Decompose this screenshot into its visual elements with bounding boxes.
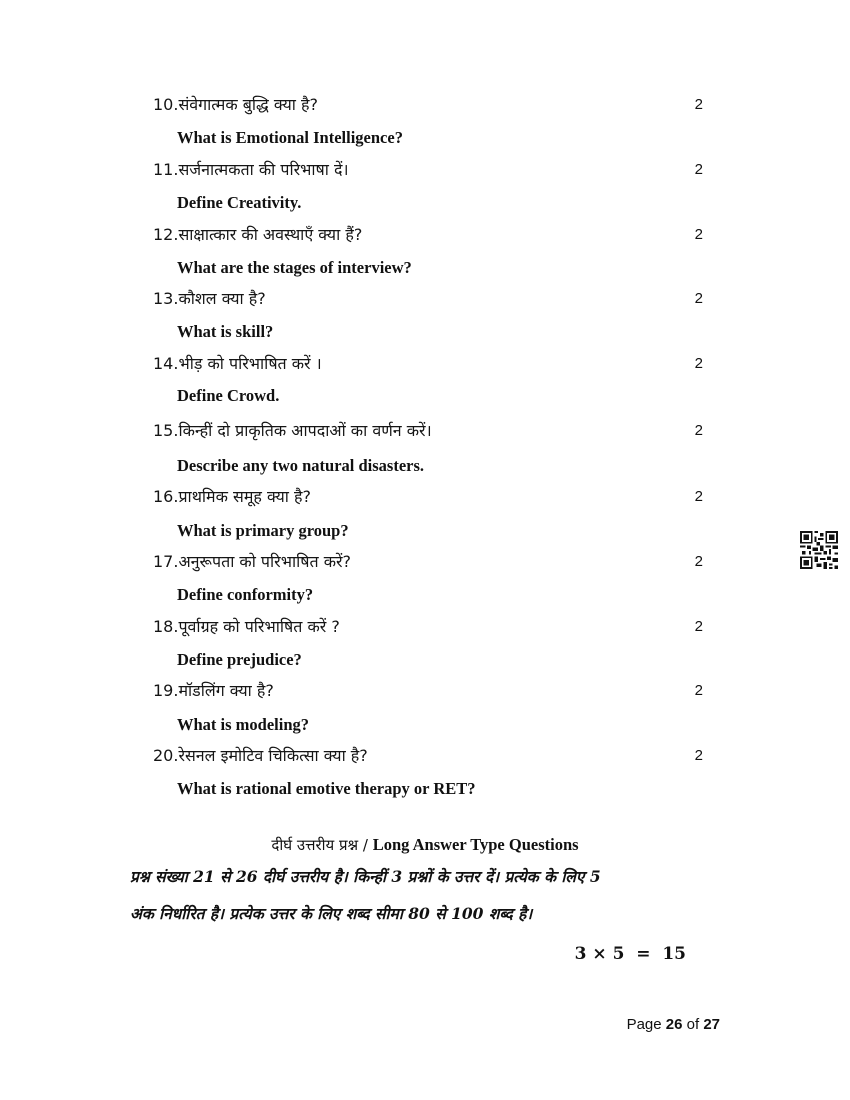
question-text-english: Define Crowd. [177,386,280,405]
question-marks: 2 [694,422,703,439]
question-marks: 2 [694,747,703,764]
question-text-english: Describe any two natural disasters. [177,456,425,475]
question-text-english: What is skill? [177,322,274,341]
section-title-hindi: दीर्घ उत्तरीय प्रश्न / [271,836,373,854]
question-row [153,614,703,640]
question-marks: 2 [694,553,703,570]
qr-code-icon [799,531,839,569]
footer-page-prefix: Page [626,1016,666,1033]
question-row [153,351,703,377]
question-marks: 2 [694,618,703,635]
question-marks: 2 [694,96,703,113]
section-title-english: Long Answer Type Questions [372,835,579,854]
question-text-hindi: 13.कौशल क्या है? [153,289,266,308]
question-text-hindi: 15.किन्हीं दो प्राकृतिक आपदाओं का वर्णन करें। [153,421,432,440]
question-marks: 2 [694,682,703,699]
question-row [153,92,703,118]
footer-current-page: 26 [665,1016,683,1033]
question-row [153,418,703,444]
question-row [153,549,703,575]
question-row [153,286,703,312]
question-text-hindi: 14.भीड़ को परिभाषित करें । [153,354,322,373]
question-marks: 2 [694,290,703,307]
footer-page-middle: of [682,1016,704,1033]
question-text-hindi: 17.अनुरूपता को परिभाषित करें? [153,552,352,571]
page-footer [627,1014,720,1036]
question-marks: 2 [694,488,703,505]
instruction-line-2: अंक निर्धारित है। प्रत्येक उत्तर के लिए शब्द सीमा 80 से 100 शब्द है। [130,904,533,923]
question-row [153,484,703,510]
question-text-hindi: 19.मॉडलिंग क्या है? [153,681,274,700]
question-text-english: Define prejudice? [177,650,302,669]
question-text-hindi: 16.प्राथमिक समूह क्या है? [153,487,312,506]
question-text-english: What is rational emotive therapy or RET? [177,779,476,798]
question-text-hindi: 10.संवेगात्मक बुद्धि क्या है? [153,95,318,114]
question-text-english: Define conformity? [177,585,314,604]
instruction-line-1: प्रश्न संख्या 21 से 26 दीर्घ उत्तरीय है। किन्हीं 3 प्रश्नों के उत्तर दें। प्रत्येक के लिए 5 [130,867,601,886]
section-title [0,833,850,857]
question-text-hindi: 11.सर्जनात्मकता की परिभाषा दें। [153,160,349,179]
question-row [153,157,703,183]
question-marks: 2 [694,355,703,372]
question-text-english: What is Emotional Intelligence? [177,128,403,147]
question-text-english: What are the stages of interview? [177,258,412,277]
question-text-hindi: 20.रेसनल इमोटिव चिकित्सा क्या है? [153,746,368,765]
question-text-hindi: 12.साक्षात्कार की अवस्थाएँ क्या हैं? [153,225,363,244]
question-text-hindi: 18.पूर्वाग्रह को परिभाषित करें ? [153,617,340,636]
question-marks: 2 [694,226,703,243]
question-marks: 2 [694,161,703,178]
question-text-english: What is modeling? [177,715,310,734]
question-text-english: Define Creativity. [177,193,302,212]
footer-total-pages: 27 [703,1016,720,1033]
question-row [153,743,703,769]
question-text-english: What is primary group? [177,521,349,540]
question-row [153,678,703,704]
question-row [153,222,703,248]
marks-formula: 3 × 5 = 15 [574,944,686,964]
